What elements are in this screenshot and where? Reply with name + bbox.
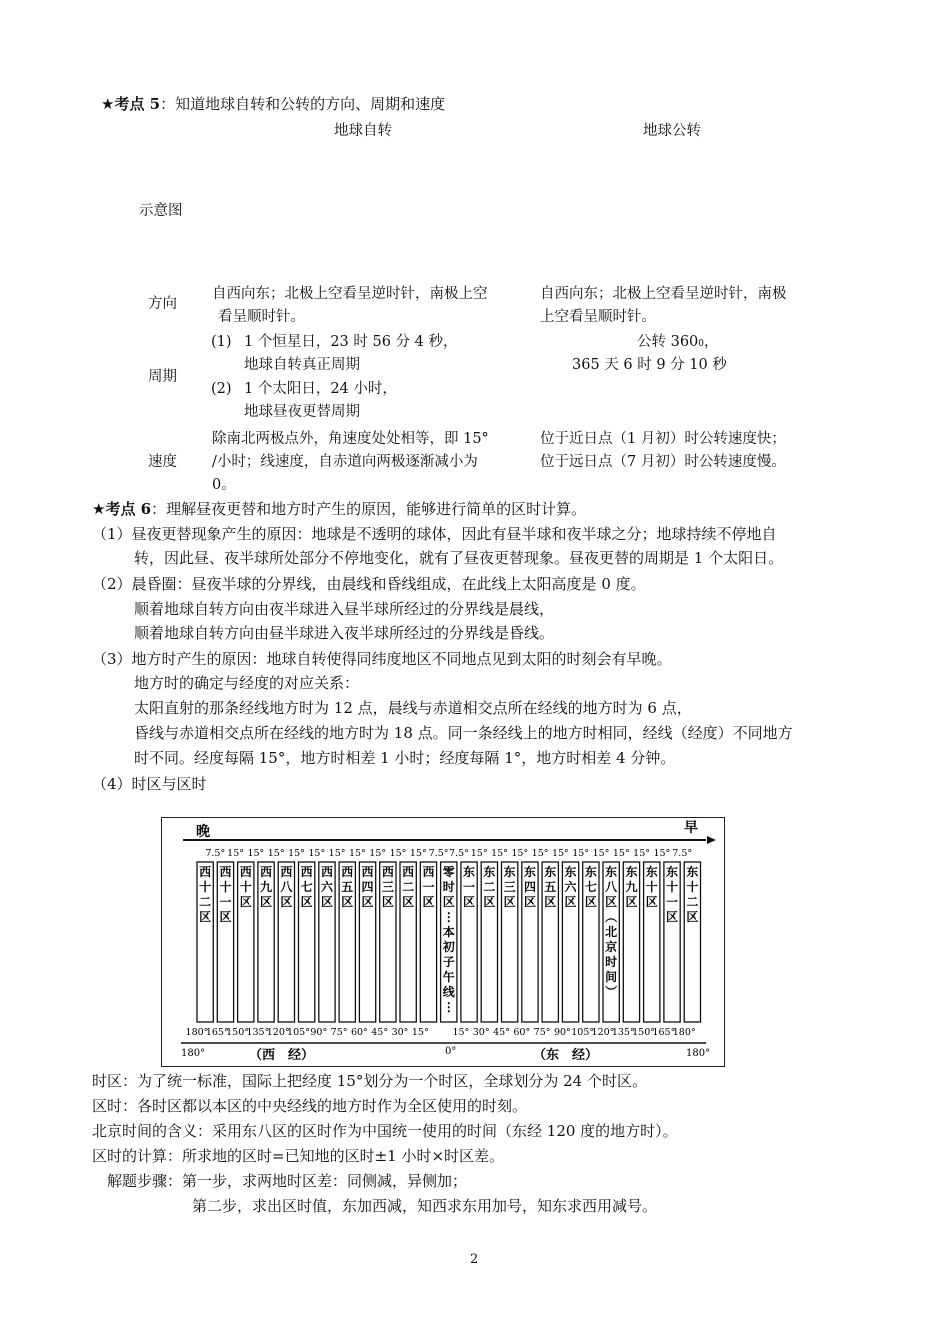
bottom-degree-label: 75° [533,1027,551,1038]
zone-label-char: 区 [503,895,516,909]
zone-label-char: 区 [584,895,597,909]
axis-left-label: 180° [181,1048,206,1059]
top-degree-label: 15° [288,848,305,859]
top-degree-label: 15° [470,848,488,859]
bottom-degree-label: 150° [226,1027,250,1038]
bottom-degree-label: 90° [310,1027,328,1038]
zone-label-char: ⋮ [442,1000,455,1014]
zone-label-char: 西 [381,865,394,879]
top-degree-label: 15° [247,848,265,859]
kp6-p3-line2: 地方时的确定与经度的对应关系： [134,674,360,692]
zone-label-char: 西 [402,865,415,879]
zone-label-char: 西 [239,865,252,879]
zone-label-char: 二 [199,895,212,909]
zone-label-char: 京 [605,940,618,954]
zone-label-char: 八 [280,880,293,894]
row-header-diagram: 示意图 [139,203,183,219]
top-degree-label: 15° [653,848,671,859]
kp6-p3-line4: 昏线与赤道相交点所在经线的地方时为 18 点。同一条经线上的地方时相同，经线（经度）不同地方 [134,724,793,742]
row-header-speed: 速度 [148,454,177,470]
bottom-degree-label: 60° [350,1027,368,1038]
kp5-label: 考点 5 [114,95,161,113]
period-revolution-1-sup: 0 [698,339,705,349]
kp6-p2-line3: 顺着地球自转方向由昼半球进入夜半球所经过的分界线是昏线。 [134,624,555,642]
bottom-degree-label: 165° [652,1027,676,1038]
kp6-p3-line5: 时不同。经度每隔 15°，地方时相差 1 小时；经度每隔 1°，地方时相差 4 分钟。 [134,749,676,767]
zone-label-char: 区 [402,895,415,909]
west-longitude-label: （西 经） [249,1048,315,1063]
bottom-degree-label: 15° [452,1027,470,1038]
zone-label-char: 二 [686,895,699,909]
kp6-heading [92,497,586,521]
zone-label-char: 十 [666,880,679,894]
kp5-title: ：知道地球自转和公转的方向、周期和速度 [160,95,446,113]
col-header-rotation: 地球自转 [334,123,392,139]
period-revolution-1a: 公转 360 [637,334,699,350]
tail-line6: 第二步，求出区时值，东加西减，知西求东用加号，知东求西用减号。 [192,1197,658,1215]
kp6-p1-line2: 转，因此昼、夜半球所处部分不停地变化，就有了昼夜更替现象。昼夜更替的周期是 1 个太阳日。 [134,549,784,567]
zone-label-char: 线 [442,985,455,999]
period-rotation-1-num: (1) [211,334,232,350]
zone-label-char: 区 [463,895,476,909]
zone-label-char: 区 [483,895,496,909]
zone-label-char: 东 [584,865,597,879]
row-header-period: 周期 [148,369,177,385]
bottom-degree-label: 165° [205,1027,229,1038]
tail-line1: 时区：为了统一标准，国际上把经度 15°划分为一个时区，全球划分为 24 个时区。 [92,1072,647,1090]
zone-label-char: 一 [422,880,435,894]
zone-label-char: 一 [463,880,476,894]
top-degree-label: 15° [308,848,326,859]
top-degree-label: 15° [612,848,630,859]
bottom-degree-label: 120° [266,1027,290,1038]
kp6-title: ：理解昼夜更替和地方时产生的原因，能够进行简单的区时计算。 [151,500,587,518]
zone-label-char: 西 [280,865,293,879]
zone-label-char: 西 [320,865,333,879]
top-degree-label: 15° [328,848,346,859]
label-late: 晚 [196,824,210,840]
zone-label-char: 五 [341,880,354,894]
zone-label-char: 本 [442,925,455,939]
bottom-degree-label: 75° [330,1027,348,1038]
star-icon: ★ [101,95,115,113]
zone-label-char: 区 [564,895,577,909]
zone-label-char: 西 [199,865,212,879]
zone-label-char: 区 [645,895,658,909]
zone-label-char: 一 [666,895,679,909]
zone-label-char: 七 [300,880,313,894]
zone-label-char: 东 [483,865,496,879]
zone-label-char: 北 [605,925,618,939]
bottom-degree-label: 45° [493,1027,510,1038]
top-degree-label: 15° [409,848,427,859]
top-degree-label: 15° [531,848,549,859]
zone-label-char: 东 [564,865,577,879]
zone-label-char: 十 [199,880,212,894]
top-degree-label: 15° [551,848,569,859]
zone-label-char: 区 [300,895,313,909]
speed-rotation-line3: 0。 [212,477,236,493]
zone-label-char: 区 [686,910,699,924]
zone-label-char: 区 [219,910,232,924]
time-zone-diagram [161,817,725,1067]
zone-label-char: 东 [523,865,536,879]
zone-label-char: 区 [422,895,435,909]
tail-line4: 区时的计算：所求地的区时=已知地的区时±1 小时×时区差。 [92,1147,505,1165]
zone-label-char: 时 [605,955,618,969]
kp6-p2-line1: （2）晨昏圈：昼夜半球的分界线，由晨线和昏线组成，在此线上太阳高度是 0 度。 [92,575,646,593]
top-degree-label: 15° [369,848,387,859]
zone-label-char: 西 [300,865,313,879]
zone-label-char: 区 [260,895,273,909]
top-degree-label: 15° [227,848,245,859]
bottom-degree-label: 15° [411,1027,429,1038]
zone-label-char: 西 [341,865,354,879]
zone-label-char: 区 [544,895,557,909]
kp6-p4-line1: （4）时区与区时 [92,775,207,793]
zone-label-char: 东 [544,865,557,879]
bottom-degree-label: 30° [391,1027,409,1038]
zone-label-char: 六 [320,880,333,894]
top-degree-label: 7.5° [205,848,226,859]
zone-label-char: 初 [442,940,455,954]
zone-label-char: 零 [442,865,455,879]
kp5-heading [101,92,445,116]
bottom-degree-label: 105° [571,1027,595,1038]
top-degree-label: 7.5° [448,848,469,859]
kp6-p2-line2: 顺着地球自转方向由夜半球进入昼半球所经过的分界线是晨线， [134,600,555,618]
direction-rotation-line1: 自西向东；北极上空看呈逆时针，南极上空 [212,286,488,302]
zone-label-char: 区 [442,895,455,909]
tail-line2: 区时：各时区都以本区的中央经线的地方时作为全区使用的时刻。 [92,1097,528,1115]
bottom-degree-label: 30° [472,1027,490,1038]
zone-label-char: 时 [442,880,455,894]
star-icon: ★ [92,500,106,518]
tail-line3: 北京时间的含义：采用东八区的区时作为中国统一使用的时间（东经 120 度的地方时）。 [92,1122,678,1140]
bottom-degree-label: 135° [246,1027,270,1038]
zone-label-char: 区 [605,895,618,909]
zone-label-char: ︶ [605,985,618,999]
zone-label-char: 区 [666,910,679,924]
speed-rotation-line1: 除南北两极点外，角速度处处相等，即 15° [212,431,489,447]
bottom-degree-label: 120° [591,1027,615,1038]
period-rotation-3-num: (2) [211,381,232,397]
zone-label-char: ︵ [605,910,618,924]
zone-label-char: 区 [361,895,374,909]
axis-center-label: 0° [445,1046,457,1057]
kp6-label: 考点 6 [105,500,152,518]
top-degree-label: 15° [572,848,590,859]
zone-label-char: 九 [625,880,638,894]
period-rotation-4: 地球昼夜更替周期 [244,404,360,420]
top-degree-label: 15° [348,848,366,859]
top-degree-label: 15° [389,848,407,859]
speed-rotation-line2: /小时；线速度，自赤道向两极逐渐减小为 [212,454,478,470]
bottom-degree-label: 105° [287,1027,310,1038]
zone-label-char: 西 [422,865,435,879]
speed-revolution-line2: 位于远日点（7 月初）时公转速度慢。 [540,454,786,470]
top-degree-label: 7.5° [672,848,693,859]
zone-label-char: 十 [645,880,658,894]
bottom-degree-label: 150° [632,1027,656,1038]
bottom-degree-label: 135° [611,1027,635,1038]
zone-label-char: 西 [219,865,232,879]
bottom-degree-label: 60° [513,1027,531,1038]
zone-label-char: 西 [260,865,273,879]
period-revolution-1 [637,331,719,356]
period-revolution-1b: ， [704,334,719,350]
zone-label-char: 十 [239,880,252,894]
direction-revolution-line1: 自西向东；北极上空看呈逆时针，南极 [540,286,787,302]
zone-label-char: 十 [686,880,699,894]
direction-revolution-line2: 上空看呈顺时针。 [540,309,656,325]
col-header-revolution: 地球公转 [643,123,701,139]
zone-label-char: 区 [239,895,252,909]
kp6-p3-line3: 太阳直射的那条经线地方时为 12 点，晨线与赤道相交点所在经线的地方时为 6 点， [134,699,692,717]
label-early: 早 [684,820,698,836]
zone-label-char: 西 [361,865,374,879]
kp6-p3-line1: （3）地方时产生的原因：地球自转使得同纬度地区不同地点见到太阳的时刻会有早晚。 [92,650,672,668]
zone-label-char: 一 [219,895,232,909]
tail-line5: 解题步骤：第一步，求两地时区差：同侧减，异侧加； [107,1172,468,1190]
zone-label-char: 区 [381,895,394,909]
period-rotation-2: 地球自转真正周期 [244,357,360,373]
bottom-degree-label: 90° [553,1027,571,1038]
zone-label-char: 间 [605,970,618,984]
speed-revolution-line1: 位于近日点（1 月初）时公转速度快； [540,431,786,447]
zone-label-char: 三 [381,880,394,894]
period-revolution-2: 365 天 6 时 9 分 10 秒 [572,357,727,373]
axis-right-label: 180° [686,1048,711,1059]
zone-label-char: 十 [219,880,232,894]
east-longitude-label: （东 经） [533,1048,599,1063]
zone-label-char: 东 [605,865,618,879]
bottom-degree-label: 180° [185,1027,209,1038]
zone-label-char: 六 [564,880,577,894]
kp6-p1-line1: （1）昼夜更替现象产生的原因：地球是不透明的球体，因此有昼半球和夜半球之分；地球持续不停地自 [92,525,777,543]
zone-label-char: 二 [402,880,415,894]
zone-label-char: 东 [686,865,699,879]
zone-label-char: 五 [544,880,557,894]
zone-label-char: 区 [320,895,333,909]
zone-label-char: 子 [442,955,455,969]
top-degree-label: 15° [491,848,508,859]
top-degree-label: 15° [511,848,529,859]
zone-label-char: 二 [483,880,496,894]
zone-label-char: 东 [463,865,476,879]
zone-label-char: 区 [625,895,638,909]
zone-label-char: ⋮ [442,910,455,924]
direction-rotation-line2: 看呈顺时针。 [218,309,305,325]
zone-label-char: 东 [645,865,658,879]
zone-label-char: 区 [341,895,354,909]
zone-label-char: 八 [605,880,618,894]
top-degree-label: 15° [592,848,610,859]
zone-label-char: 区 [523,895,536,909]
zone-label-char: 三 [503,880,516,894]
page-number: 2 [470,1252,479,1267]
zone-label-char: 区 [280,895,293,909]
top-degree-label: 7.5° [428,848,449,859]
zone-label-char: 东 [625,865,638,879]
bottom-degree-label: 180° [672,1027,696,1038]
zone-label-char: 九 [260,880,273,894]
period-rotation-3: 1 个太阳日，24 小时， [244,381,397,397]
zone-label-char: 东 [666,865,679,879]
zone-label-char: 四 [361,880,374,894]
zone-label-char: 午 [442,970,455,984]
zone-label-char: 四 [523,880,536,894]
top-degree-label: 15° [267,848,285,859]
zone-label-char: 区 [199,910,212,924]
zone-label-char: 七 [584,880,597,894]
period-rotation-1: 1 个恒星日，23 时 56 分 4 秒， [244,334,458,350]
arrow-head-icon [707,836,716,844]
zone-label-char: 东 [503,865,516,879]
row-header-direction: 方向 [148,296,177,312]
top-degree-label: 15° [633,848,651,859]
bottom-degree-label: 45° [371,1027,389,1038]
